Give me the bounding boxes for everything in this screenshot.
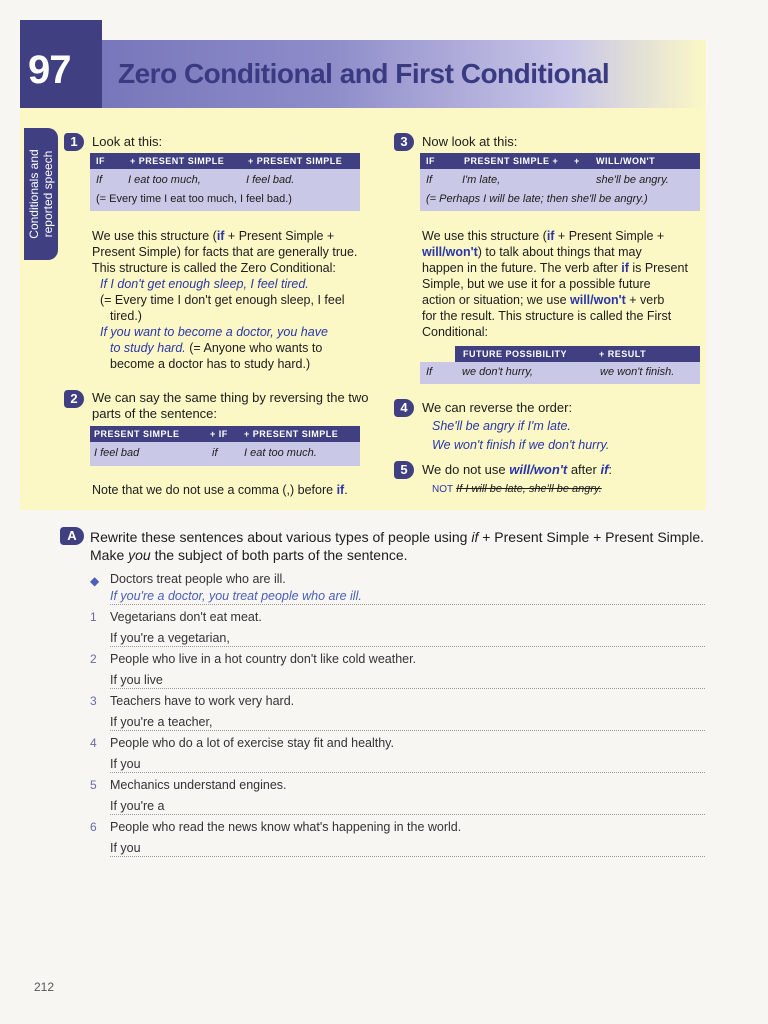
item-number: 3 (90, 694, 97, 708)
item-question: Mechanics understand engines. (110, 778, 287, 792)
item-number: 5 (90, 778, 97, 792)
section-5-badge: 5 (394, 461, 414, 479)
table-1-body: If I eat too much, I feel bad. (= Every time I eat too much, I feel bad.) (90, 169, 360, 211)
table-4-header: FUTURE POSSIBILITY + RESULT (455, 346, 700, 362)
example-bullet-icon: ◆ (90, 574, 100, 588)
section-1-label: Look at this: (92, 134, 163, 149)
item-question: People who live in a hot country don't like cold weather. (110, 652, 417, 666)
section-5-label: We do not use will/won't after if: (422, 462, 613, 477)
unit-number: 97 (28, 48, 71, 92)
section-2-label: We can say the same thing by reversing the two parts of the sentence: (92, 390, 369, 421)
item-question: Teachers have to work very hard. (110, 694, 295, 708)
item-answer-line[interactable]: If you live (110, 673, 705, 689)
section-1-badge: 1 (64, 133, 84, 151)
section-2-badge: 2 (64, 390, 84, 408)
table-1-header: IF + PRESENT SIMPLE + PRESENT SIMPLE (90, 153, 360, 169)
section-4-example-1: She'll be angry if I'm late. (432, 419, 571, 433)
section-side-tab (24, 128, 58, 260)
section-3-text: We use this structure (if + Present Simple + will/won't) to talk about things that may happen in the future. The verb after if is Present Simple, but we use it for a possible future action or situation; we use will/won't + verb for the result. This structure is called the First Conditional: (422, 229, 688, 339)
item-answer-line[interactable]: If you (110, 841, 705, 857)
item-answer-line[interactable]: If you (110, 757, 705, 773)
section-1-text: We use this structure (if + Present Simple + Present Simple) for facts that are generally true. This structure is called the Zero Conditional: If I don't get enough sleep, I feel tired. (= Every time I don't get enough sleep, I feel tired.) If you want to become a doctor, you have to study hard. (= Anyone who wants to become a doctor has to study hard.) (92, 229, 358, 371)
section-2-note: Note that we do not use a comma (,) before if. (92, 483, 348, 497)
exercise-a-badge: A (60, 527, 84, 545)
item-number: 4 (90, 736, 97, 750)
table-3-header: IF PRESENT SIMPLE + + WILL/WON'T (420, 153, 700, 169)
page-number: 212 (34, 980, 55, 994)
section-4-label: We can reverse the order: (422, 400, 573, 415)
exercise-instructions: Rewrite these sentences about various types of people using if + Present Simple + Present Simple. Make you the subject of both parts of the sentence. (90, 529, 705, 563)
item-answer-line[interactable]: If you're a (110, 799, 705, 815)
item-question: Vegetarians don't eat meat. (110, 610, 262, 624)
item-question: People who read the news know what's happening in the world. (110, 820, 462, 834)
example-question: Doctors treat people who are ill. (110, 572, 286, 586)
table-4-body: If we don't hurry, we won't finish. (420, 362, 700, 384)
section-3-badge: 3 (394, 133, 414, 151)
page-title: Zero Conditional and First Conditional (118, 58, 610, 89)
table-2-header: PRESENT SIMPLE + IF + PRESENT SIMPLE (90, 426, 360, 442)
item-answer-line[interactable]: If you're a vegetarian, (110, 631, 705, 647)
section-4-badge: 4 (394, 399, 414, 417)
section-4-example-2: We won't finish if we don't hurry. (432, 438, 610, 452)
item-number: 2 (90, 652, 97, 666)
item-number: 1 (90, 610, 97, 624)
section-3-label: Now look at this: (422, 134, 518, 149)
table-3-body: If I'm late, she'll be angry. (= Perhaps I will be late; then she'll be angry.) (420, 169, 700, 211)
side-tab-label: Conditionals and reported speech (27, 149, 55, 239)
table-2-body: I feel bad if I eat too much. (90, 442, 360, 466)
section-5-wrong-example: NOT If I will be late, she'll be angry. (432, 483, 602, 495)
item-question: People who do a lot of exercise stay fit and healthy. (110, 736, 394, 750)
example-answer: If you're a doctor, you treat people who are ill. (110, 589, 705, 605)
item-answer-line[interactable]: If you're a teacher, (110, 715, 705, 731)
item-number: 6 (90, 820, 97, 834)
